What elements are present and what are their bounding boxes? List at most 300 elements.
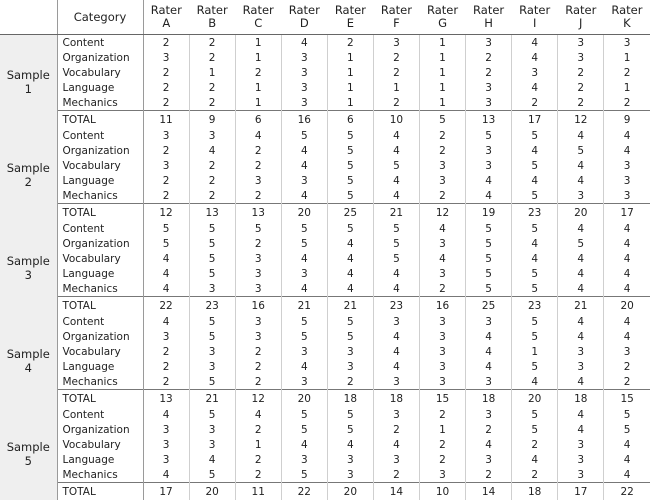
score-cell: 2 <box>235 65 281 80</box>
category-cell: Vocabulary <box>57 251 143 266</box>
total-cell: 11 <box>143 111 189 129</box>
score-cell: 3 <box>189 344 235 359</box>
table-row <box>0 35 650 51</box>
score-cell: 2 <box>235 143 281 158</box>
category-cell: Mechanics <box>57 467 143 483</box>
score-cell: 3 <box>623 174 631 187</box>
score-cell: 2 <box>235 359 281 374</box>
table-row <box>0 158 650 173</box>
score-cell: 3 <box>558 50 604 65</box>
score-cell: 2 <box>189 173 235 188</box>
total-cell: 21 <box>373 204 419 222</box>
sample-label: Sample 2 <box>0 128 57 221</box>
score-cell: 5 <box>189 236 235 251</box>
category-cell: Content <box>57 128 143 143</box>
score-cell: 3 <box>373 314 419 329</box>
score-cell: 4 <box>373 281 419 297</box>
rater-header-b: Rater B <box>189 0 235 35</box>
score-cell: 4 <box>623 438 631 451</box>
score-cell: 5 <box>327 128 373 143</box>
score-cell: 2 <box>235 158 281 173</box>
score-cell: 4 <box>558 266 604 281</box>
score-cell: 5 <box>189 467 235 483</box>
score-cell: 4 <box>512 251 558 266</box>
category-cell: Vocabulary <box>57 437 143 452</box>
score-cell: 4 <box>466 344 512 359</box>
score-cell: 4 <box>512 35 558 51</box>
score-cell: 2 <box>623 66 631 79</box>
score-cell: 1 <box>327 80 373 95</box>
score-cell: 4 <box>623 468 631 481</box>
table-row <box>0 95 650 111</box>
score-cell: 5 <box>281 221 327 236</box>
corner-cell <box>0 0 57 35</box>
score-cell: 2 <box>373 65 419 80</box>
score-cell: 3 <box>281 266 327 281</box>
score-cell: 2 <box>235 467 281 483</box>
score-cell: 1 <box>327 65 373 80</box>
score-cell: 3 <box>623 189 631 202</box>
score-cell: 2 <box>235 188 281 204</box>
total-cell: 18 <box>327 390 373 408</box>
score-cell: 2 <box>143 173 189 188</box>
score-cell: 5 <box>623 423 631 436</box>
score-cell: 5 <box>466 236 512 251</box>
score-cell: 3 <box>189 359 235 374</box>
rater-header-a: Rater A <box>143 0 189 35</box>
score-cell: 1 <box>419 35 465 51</box>
table-row <box>0 50 650 65</box>
category-cell: Content <box>57 35 143 51</box>
score-cell: 4 <box>143 407 189 422</box>
score-cell: 5 <box>558 236 604 251</box>
score-cell: 2 <box>512 95 558 111</box>
score-cell: 5 <box>512 314 558 329</box>
rater-header-k: Rater K <box>604 0 650 35</box>
score-cell: 4 <box>373 329 419 344</box>
score-cell: 2 <box>189 50 235 65</box>
score-cell: 3 <box>373 407 419 422</box>
total-cell: 11 <box>235 483 281 501</box>
category-header: Category <box>57 0 143 35</box>
score-cell: 3 <box>373 35 419 51</box>
score-cell: 2 <box>235 236 281 251</box>
score-cell: 3 <box>419 314 465 329</box>
score-cell: 3 <box>558 344 604 359</box>
table-row <box>0 452 650 467</box>
rater-header-j: Rater J <box>558 0 604 35</box>
score-cell: 5 <box>512 158 558 173</box>
total-cell: 14 <box>466 483 512 501</box>
score-cell: 3 <box>189 437 235 452</box>
category-cell: Language <box>57 266 143 281</box>
score-cell: 3 <box>281 173 327 188</box>
score-cell: 3 <box>419 236 465 251</box>
total-cell: 23 <box>512 297 558 315</box>
score-cell: 2 <box>235 452 281 467</box>
total-cell: 13 <box>189 204 235 222</box>
score-cell: 4 <box>623 282 631 295</box>
category-cell: Organization <box>57 422 143 437</box>
total-cell: 17 <box>512 111 558 129</box>
score-cell: 2 <box>419 128 465 143</box>
score-cell: 4 <box>419 251 465 266</box>
score-cell: 5 <box>373 251 419 266</box>
category-cell: Organization <box>57 329 143 344</box>
total-row <box>0 297 650 315</box>
total-cell: 20 <box>604 297 650 315</box>
score-cell: 3 <box>558 188 604 204</box>
score-cell: 5 <box>189 407 235 422</box>
score-cell: 4 <box>512 236 558 251</box>
table-row <box>0 467 650 483</box>
score-cell: 4 <box>327 437 373 452</box>
score-cell: 5 <box>623 408 631 421</box>
score-cell: 1 <box>327 95 373 111</box>
score-cell: 3 <box>419 467 465 483</box>
score-cell: 4 <box>189 143 235 158</box>
score-cell: 3 <box>143 329 189 344</box>
score-cell: 3 <box>623 159 631 172</box>
score-cell: 5 <box>512 407 558 422</box>
score-cell: 2 <box>558 80 604 95</box>
total-cell: 23 <box>373 297 419 315</box>
score-cell: 3 <box>466 158 512 173</box>
score-cell: 4 <box>623 129 631 142</box>
score-cell: 5 <box>512 281 558 297</box>
total-cell: 12 <box>419 204 465 222</box>
score-cell: 5 <box>373 158 419 173</box>
score-cell: 4 <box>558 422 604 437</box>
total-cell: 21 <box>189 390 235 408</box>
score-cell: 2 <box>419 281 465 297</box>
score-cell: 2 <box>189 35 235 51</box>
total-cell: 20 <box>558 204 604 222</box>
score-cell: 5 <box>327 314 373 329</box>
score-cell: 1 <box>419 422 465 437</box>
table-row <box>0 344 650 359</box>
score-cell: 5 <box>327 188 373 204</box>
total-cell: 23 <box>512 204 558 222</box>
score-cell: 2 <box>189 95 235 111</box>
total-cell: 20 <box>189 483 235 501</box>
total-cell: 13 <box>235 204 281 222</box>
total-cell: 20 <box>281 390 327 408</box>
total-cell: 17 <box>604 204 650 222</box>
score-cell: 3 <box>558 35 604 51</box>
score-cell: 4 <box>327 251 373 266</box>
score-cell: 5 <box>466 251 512 266</box>
score-cell: 4 <box>235 128 281 143</box>
score-cell: 3 <box>235 329 281 344</box>
score-cell: 4 <box>623 330 631 343</box>
score-cell: 4 <box>558 158 604 173</box>
total-cell: 16 <box>281 111 327 129</box>
score-cell: 2 <box>466 422 512 437</box>
score-cell: 4 <box>623 222 631 235</box>
score-cell: 4 <box>558 221 604 236</box>
total-cell: 22 <box>604 483 650 501</box>
score-cell: 4 <box>373 173 419 188</box>
score-cell: 5 <box>327 422 373 437</box>
category-cell: Mechanics <box>57 95 143 111</box>
score-cell: 3 <box>235 173 281 188</box>
score-cell: 3 <box>143 128 189 143</box>
score-cell: 3 <box>466 143 512 158</box>
score-cell: 4 <box>327 266 373 281</box>
score-cell: 5 <box>189 374 235 390</box>
score-cell: 4 <box>373 359 419 374</box>
score-cell: 5 <box>143 236 189 251</box>
score-cell: 2 <box>558 65 604 80</box>
score-cell: 4 <box>281 251 327 266</box>
total-cell: 25 <box>466 297 512 315</box>
score-cell: 4 <box>623 237 631 250</box>
total-cell: 14 <box>373 483 419 501</box>
score-cell: 3 <box>466 452 512 467</box>
score-cell: 3 <box>189 281 235 297</box>
score-cell: 1 <box>623 51 631 64</box>
score-cell: 3 <box>558 359 604 374</box>
sample-label: Sample 5 <box>0 407 57 500</box>
score-cell: 5 <box>512 188 558 204</box>
score-cell: 5 <box>189 314 235 329</box>
score-cell: 2 <box>419 437 465 452</box>
score-cell: 5 <box>558 143 604 158</box>
score-cell: 4 <box>373 128 419 143</box>
total-cell: 20 <box>512 390 558 408</box>
score-cell: 3 <box>143 452 189 467</box>
total-cell: 21 <box>558 297 604 315</box>
score-cell: 4 <box>235 407 281 422</box>
total-cell: 15 <box>419 390 465 408</box>
table-row <box>0 143 650 158</box>
score-cell: 4 <box>373 437 419 452</box>
score-cell: 1 <box>235 95 281 111</box>
score-cell: 4 <box>512 50 558 65</box>
table-row <box>0 128 650 143</box>
score-cell: 4 <box>512 80 558 95</box>
score-cell: 1 <box>189 65 235 80</box>
score-cell: 1 <box>327 50 373 65</box>
total-cell: 19 <box>466 204 512 222</box>
total-label: TOTAL <box>57 297 143 315</box>
score-cell: 2 <box>143 143 189 158</box>
header-row <box>0 0 650 35</box>
score-cell: 2 <box>327 35 373 51</box>
table-row <box>0 173 650 188</box>
score-cell: 3 <box>512 65 558 80</box>
category-cell: Mechanics <box>57 188 143 204</box>
category-cell: Vocabulary <box>57 344 143 359</box>
table-row <box>0 251 650 266</box>
score-cell: 4 <box>373 188 419 204</box>
score-cell: 4 <box>281 158 327 173</box>
total-cell: 16 <box>419 297 465 315</box>
score-cell: 4 <box>512 173 558 188</box>
total-cell: 6 <box>327 111 373 129</box>
table-row <box>0 437 650 452</box>
total-cell: 13 <box>466 111 512 129</box>
category-cell: Content <box>57 314 143 329</box>
score-cell: 5 <box>327 158 373 173</box>
table-row <box>0 80 650 95</box>
score-cell: 5 <box>512 359 558 374</box>
rater-header-g: Rater G <box>419 0 465 35</box>
score-cell: 5 <box>189 329 235 344</box>
score-cell: 3 <box>558 452 604 467</box>
score-cell: 1 <box>419 65 465 80</box>
score-cell: 3 <box>327 344 373 359</box>
score-cell: 3 <box>623 345 631 358</box>
score-cell: 3 <box>466 374 512 390</box>
score-cell: 3 <box>281 50 327 65</box>
total-label: TOTAL <box>57 204 143 222</box>
score-cell: 3 <box>143 50 189 65</box>
score-cell: 5 <box>327 143 373 158</box>
total-cell: 9 <box>604 111 650 129</box>
score-cell: 4 <box>623 267 631 280</box>
score-cell: 3 <box>235 314 281 329</box>
score-cell: 2 <box>466 65 512 80</box>
score-cell: 5 <box>281 236 327 251</box>
score-cell: 2 <box>558 95 604 111</box>
score-cell: 3 <box>419 329 465 344</box>
score-cell: 5 <box>281 314 327 329</box>
score-cell: 4 <box>558 329 604 344</box>
score-cell: 4 <box>281 188 327 204</box>
score-cell: 3 <box>466 407 512 422</box>
score-cell: 3 <box>373 452 419 467</box>
score-cell: 1 <box>419 80 465 95</box>
score-cell: 2 <box>143 35 189 51</box>
total-cell: 25 <box>327 204 373 222</box>
score-cell: 5 <box>512 221 558 236</box>
score-cell: 4 <box>281 281 327 297</box>
score-cell: 4 <box>558 374 604 390</box>
score-cell: 4 <box>466 437 512 452</box>
score-cell: 5 <box>512 422 558 437</box>
score-cell: 5 <box>281 329 327 344</box>
table-row <box>0 359 650 374</box>
score-cell: 4 <box>623 315 631 328</box>
score-cell: 4 <box>558 128 604 143</box>
table-row <box>0 221 650 236</box>
score-cell: 3 <box>281 95 327 111</box>
score-cell: 2 <box>419 188 465 204</box>
score-cell: 3 <box>327 467 373 483</box>
score-cell: 1 <box>235 50 281 65</box>
score-cell: 5 <box>373 236 419 251</box>
score-cell: 4 <box>281 359 327 374</box>
total-cell: 18 <box>558 390 604 408</box>
total-cell: 22 <box>143 297 189 315</box>
score-cell: 4 <box>466 329 512 344</box>
score-cell: 5 <box>512 266 558 281</box>
score-cell: 2 <box>189 188 235 204</box>
table-row <box>0 314 650 329</box>
total-cell: 9 <box>189 111 235 129</box>
total-cell: 17 <box>143 483 189 501</box>
score-cell: 2 <box>373 422 419 437</box>
score-cell: 3 <box>419 266 465 281</box>
table-row <box>0 65 650 80</box>
score-cell: 5 <box>189 251 235 266</box>
score-cell: 4 <box>143 251 189 266</box>
total-cell: 18 <box>512 483 558 501</box>
score-cell: 5 <box>235 221 281 236</box>
total-cell: 5 <box>419 111 465 129</box>
score-cell: 3 <box>419 359 465 374</box>
category-cell: Vocabulary <box>57 158 143 173</box>
score-cell: 3 <box>143 437 189 452</box>
total-cell: 20 <box>327 483 373 501</box>
score-cell: 3 <box>373 374 419 390</box>
total-cell: 10 <box>419 483 465 501</box>
category-cell: Vocabulary <box>57 65 143 80</box>
category-cell: Organization <box>57 143 143 158</box>
score-cell: 4 <box>466 173 512 188</box>
total-cell: 18 <box>373 390 419 408</box>
score-cell: 5 <box>466 266 512 281</box>
score-cell: 3 <box>419 344 465 359</box>
score-cell: 1 <box>235 437 281 452</box>
score-cell: 3 <box>235 266 281 281</box>
score-cell: 2 <box>623 96 631 109</box>
sample-label: Sample 1 <box>0 35 57 129</box>
score-cell: 4 <box>373 344 419 359</box>
score-cell: 4 <box>327 236 373 251</box>
category-cell: Language <box>57 173 143 188</box>
table-row <box>0 407 650 422</box>
score-cell: 3 <box>466 314 512 329</box>
score-cell: 4 <box>558 407 604 422</box>
score-cell: 4 <box>512 452 558 467</box>
score-cell: 5 <box>373 221 419 236</box>
category-cell: Mechanics <box>57 281 143 297</box>
score-cell: 4 <box>623 453 631 466</box>
score-cell: 4 <box>281 437 327 452</box>
table-row <box>0 422 650 437</box>
score-cell: 1 <box>419 50 465 65</box>
score-cell: 2 <box>143 359 189 374</box>
score-cell: 2 <box>143 188 189 204</box>
score-cell: 2 <box>419 452 465 467</box>
sample-label: Sample 3 <box>0 221 57 314</box>
table-row <box>0 374 650 390</box>
score-cell: 2 <box>373 467 419 483</box>
score-cell: 3 <box>419 374 465 390</box>
score-cell: 3 <box>189 422 235 437</box>
score-cell: 3 <box>558 437 604 452</box>
score-cell: 4 <box>281 143 327 158</box>
score-cell: 5 <box>189 221 235 236</box>
score-cell: 1 <box>623 81 631 94</box>
total-cell: 13 <box>143 390 189 408</box>
score-cell: 4 <box>558 314 604 329</box>
score-cell: 2 <box>466 467 512 483</box>
total-cell: 20 <box>281 204 327 222</box>
total-cell: 18 <box>466 390 512 408</box>
score-cell: 1 <box>235 80 281 95</box>
score-cell: 3 <box>143 422 189 437</box>
score-cell: 5 <box>512 128 558 143</box>
table-row <box>0 281 650 297</box>
total-label: TOTAL <box>57 111 143 129</box>
total-row <box>0 483 650 501</box>
score-cell: 5 <box>466 221 512 236</box>
score-cell: 2 <box>512 467 558 483</box>
